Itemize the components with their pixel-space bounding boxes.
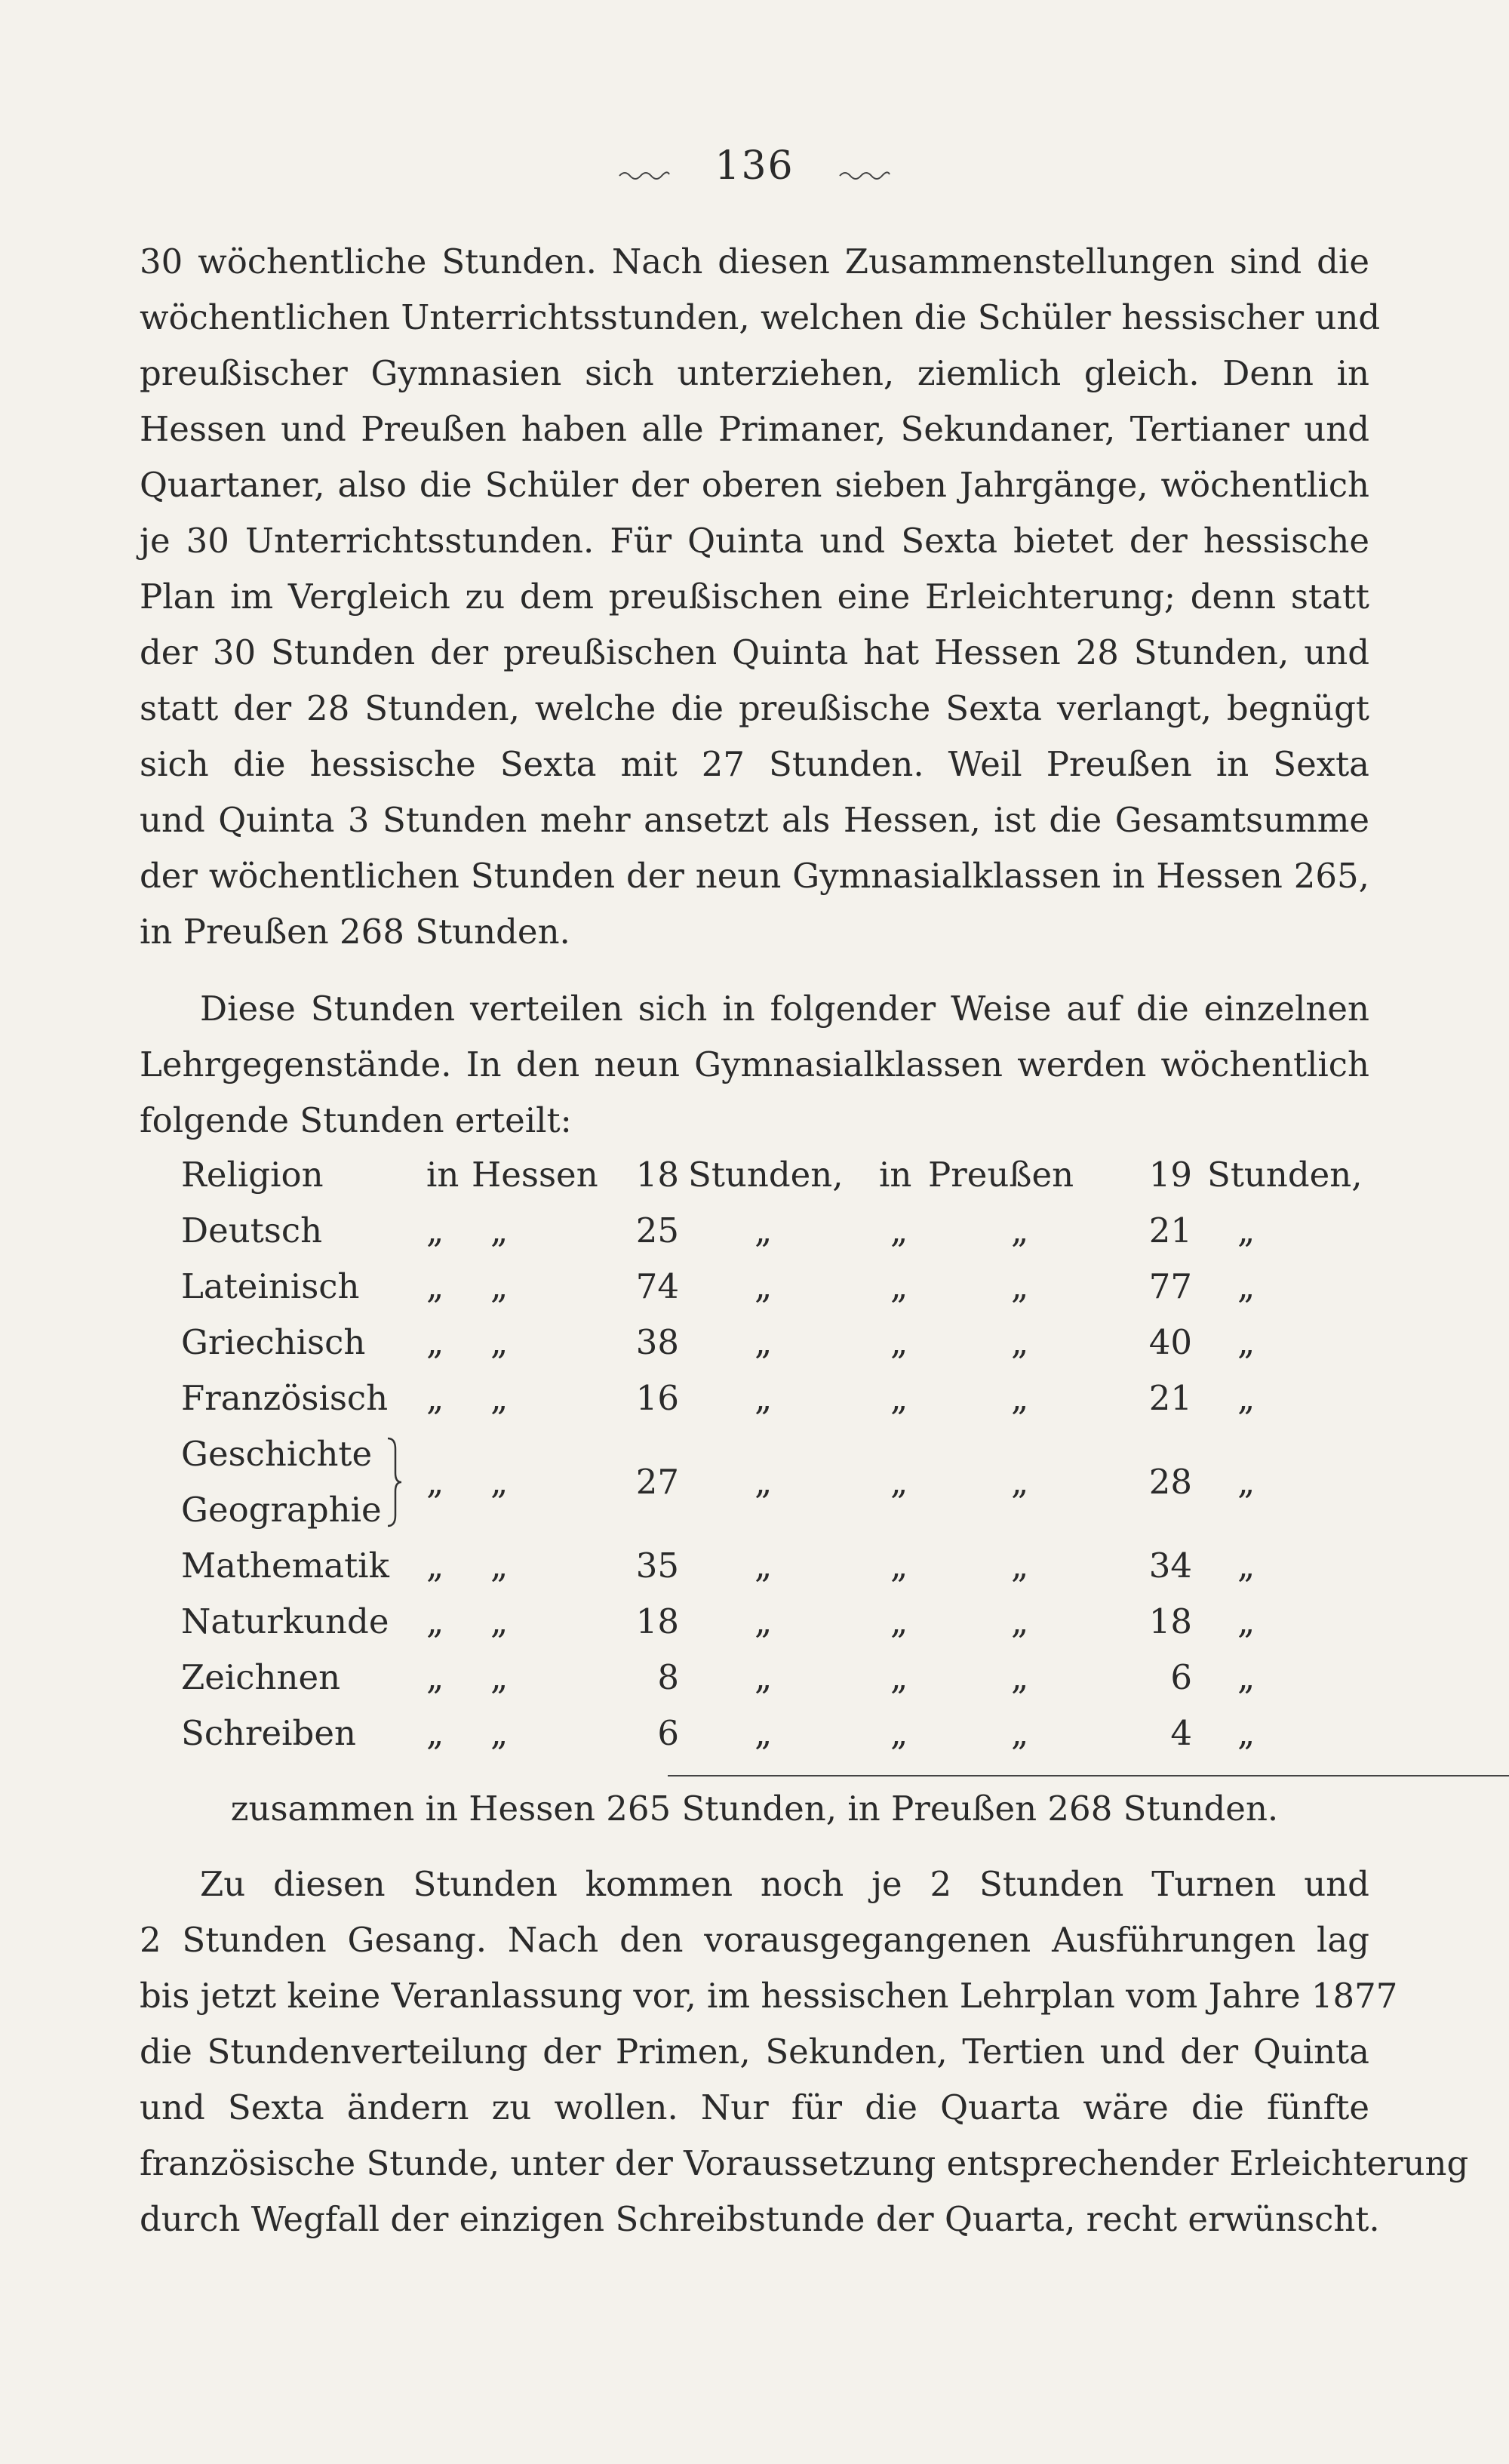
table-row [181, 1315, 1373, 1370]
ditto-mark: „ [754, 1657, 773, 1697]
hours-table [181, 1147, 1373, 1761]
hours-preussen: 28 [1148, 1462, 1192, 1502]
header-ornament-right [838, 146, 891, 192]
ditto-mark: „ [490, 1462, 509, 1502]
text-line: in Preußen 268 Stunden. [140, 912, 570, 952]
ditto-mark: „ [1237, 1601, 1255, 1641]
ditto-mark: „ [490, 1378, 509, 1418]
hours-hessen: 38 [635, 1322, 679, 1362]
text-line: und Sexta ändern zu wollen. Nur für die Quarta wäre die fünfte [140, 2087, 1369, 2127]
hours-hessen: 18 [635, 1155, 679, 1195]
ditto-mark: „ [890, 1322, 908, 1362]
table-row [181, 1147, 1373, 1203]
text-line: Diese Stunden verteilen sich in folgender Weise auf die einzelnen [200, 989, 1369, 1029]
in-word: in [879, 1155, 912, 1195]
table-row [181, 1259, 1373, 1315]
ditto-mark: „ [890, 1601, 908, 1641]
ditto-mark: „ [890, 1546, 908, 1586]
ditto-mark: „ [754, 1462, 773, 1502]
total-line: zusammen in Hessen 265 Stunden, in Preußen 268 Stunden. [230, 1789, 1279, 1829]
ditto-mark: „ [490, 1210, 509, 1250]
subject-label: Religion [181, 1155, 324, 1195]
hours-preussen: 77 [1148, 1266, 1192, 1306]
ditto-mark: „ [1011, 1713, 1029, 1753]
ditto-mark: „ [1011, 1601, 1029, 1641]
text-line: durch Wegfall der einzigen Schreibstunde der Quarta, recht erwünscht. [140, 2199, 1380, 2239]
ditto-mark: „ [754, 1322, 773, 1362]
ditto-mark: „ [754, 1601, 773, 1641]
table-row [181, 1203, 1373, 1259]
subject-label: Griechisch [181, 1322, 366, 1362]
sum-rule [668, 1775, 1509, 1776]
ditto-mark: „ [890, 1378, 908, 1418]
ditto-mark: „ [426, 1378, 444, 1418]
ditto-mark: „ [1237, 1657, 1255, 1697]
paragraph-3 [140, 1856, 1469, 2247]
hours-hessen: 18 [635, 1601, 679, 1641]
hours-preussen: 4 [1170, 1713, 1192, 1753]
subject-label: Deutsch [181, 1210, 323, 1250]
hours-hessen: 25 [635, 1210, 679, 1250]
ditto-mark: „ [1011, 1462, 1029, 1502]
text-line: sich die hessische Sexta mit 27 Stunden. Weil Preußen in Sexta [140, 744, 1369, 784]
hours-hessen: 74 [635, 1266, 679, 1306]
subject-label: Naturkunde [181, 1601, 389, 1641]
ditto-mark: „ [890, 1657, 908, 1697]
ditto-mark: „ [490, 1266, 509, 1306]
ditto-mark: „ [490, 1601, 509, 1641]
ditto-mark: „ [426, 1266, 444, 1306]
text-line: 2 Stunden Gesang. Nach den vorausgegangenen Ausführungen lag [140, 1920, 1369, 1960]
hours-hessen: 35 [635, 1546, 679, 1586]
unit-word: Stunden, [1207, 1155, 1363, 1195]
ditto-mark: „ [426, 1657, 444, 1697]
ditto-mark: „ [426, 1322, 444, 1362]
ditto-mark: „ [1237, 1322, 1255, 1362]
paragraph-1 [140, 234, 1381, 960]
ditto-mark: „ [754, 1266, 773, 1306]
hours-preussen: 34 [1148, 1546, 1192, 1586]
ditto-mark: „ [1237, 1266, 1255, 1306]
text-line: Plan im Vergleich zu dem preußischen eine Erleichterung; denn statt [140, 577, 1369, 617]
ditto-mark: „ [1011, 1657, 1029, 1697]
text-line: preußischer Gymnasien sich unterziehen, ziemlich gleich. Denn in [140, 353, 1369, 393]
hours-hessen: 27 [635, 1462, 679, 1502]
ditto-mark: „ [490, 1322, 509, 1362]
ditto-mark: „ [1237, 1378, 1255, 1418]
subject-label: Lateinisch [181, 1266, 360, 1306]
ditto-mark: „ [426, 1462, 444, 1502]
ditto-mark: „ [1011, 1322, 1029, 1362]
land-label-hessen: Hessen [472, 1155, 598, 1195]
hours-preussen: 19 [1148, 1155, 1192, 1195]
ditto-mark: „ [1011, 1266, 1029, 1306]
text-line: Lehrgegenstände. In den neun Gymnasialklassen werden wöchentlich [140, 1044, 1369, 1084]
table-row [181, 1594, 1373, 1650]
unit-word: Stunden, [688, 1155, 844, 1195]
ditto-mark: „ [1237, 1210, 1255, 1250]
subject-label: Zeichnen [181, 1657, 341, 1697]
hours-preussen: 21 [1148, 1210, 1192, 1250]
hours-preussen: 21 [1148, 1378, 1192, 1418]
hours-hessen: 16 [635, 1378, 679, 1418]
text-line: die Stundenverteilung der Primen, Sekunden, Tertien und der Quinta [140, 2032, 1369, 2072]
subject-label: Geschichte [181, 1434, 373, 1474]
text-line: folgende Stunden erteilt: [140, 1100, 572, 1140]
ditto-mark: „ [490, 1546, 509, 1586]
text-line: der 30 Stunden der preußischen Quinta hat Hessen 28 Stunden, und [140, 632, 1369, 672]
ditto-mark: „ [754, 1210, 773, 1250]
land-label-preussen: Preußen [928, 1155, 1074, 1195]
text-line: wöchentlichen Unterrichtsstunden, welchen die Schüler hessischer und [140, 297, 1381, 337]
ditto-mark: „ [1237, 1546, 1255, 1586]
text-line: je 30 Unterrichtsstunden. Für Quinta und Sexta bietet der hessische [140, 521, 1369, 561]
text-line: Zu diesen Stunden kommen noch je 2 Stunden Turnen und [200, 1864, 1369, 1904]
ditto-mark: „ [1011, 1210, 1029, 1250]
text-line: und Quinta 3 Stunden mehr ansetzt als Hessen, ist die Gesamtsumme [140, 800, 1369, 840]
ditto-mark: „ [890, 1713, 908, 1753]
text-line: Hessen und Preußen haben alle Primaner, Sekundaner, Tertianer und [140, 409, 1369, 449]
ditto-mark: „ [490, 1657, 509, 1697]
in-word: in [426, 1155, 459, 1195]
text-line: 30 wöchentliche Stunden. Nach diesen Zusammenstellungen sind die [140, 241, 1369, 281]
subject-label: Schreiben [181, 1713, 356, 1753]
ditto-mark: „ [890, 1462, 908, 1502]
page-header [0, 143, 1509, 192]
page-number: 136 [715, 143, 794, 189]
hours-hessen: 8 [657, 1657, 679, 1697]
ditto-mark: „ [754, 1546, 773, 1586]
ditto-mark: „ [1011, 1378, 1029, 1418]
header-ornament-left [618, 146, 671, 192]
ditto-mark: „ [426, 1601, 444, 1641]
table-row [181, 1538, 1373, 1594]
hours-preussen: 18 [1148, 1601, 1192, 1641]
text-line: der wöchentlichen Stunden der neun Gymnasialklassen in Hessen 265, [140, 856, 1369, 896]
ditto-mark: „ [1237, 1462, 1255, 1502]
paragraph-2 [140, 981, 1369, 1149]
brace-icon [385, 1435, 407, 1529]
hours-preussen: 6 [1170, 1657, 1192, 1697]
table-row [181, 1426, 1373, 1538]
text-line: bis jetzt keine Veranlassung vor, im hessischen Lehrplan vom Jahre 1877 [140, 1976, 1398, 2016]
text-line: französische Stunde, unter der Voraussetzung entsprechender Erleichterung [140, 2143, 1469, 2183]
subject-label: Französisch [181, 1378, 389, 1418]
hours-preussen: 40 [1148, 1322, 1192, 1362]
table-row [181, 1706, 1373, 1761]
hours-hessen: 6 [657, 1713, 679, 1753]
ditto-mark: „ [1011, 1546, 1029, 1586]
ditto-mark: „ [754, 1713, 773, 1753]
table-row [181, 1370, 1373, 1426]
text-line: statt der 28 Stunden, welche die preußische Sexta verlangt, begnügt [140, 688, 1369, 728]
ditto-mark: „ [754, 1378, 773, 1418]
text-line: Quartaner, also die Schüler der oberen sieben Jahrgänge, wöchentlich [140, 465, 1369, 505]
ditto-mark: „ [426, 1546, 444, 1586]
subject-label: Mathematik [181, 1546, 389, 1586]
ditto-mark: „ [426, 1210, 444, 1250]
ditto-mark: „ [1237, 1713, 1255, 1753]
ditto-mark: „ [890, 1210, 908, 1250]
ditto-mark: „ [890, 1266, 908, 1306]
table-row [181, 1650, 1373, 1706]
subject-label: Geographie [181, 1490, 382, 1530]
ditto-mark: „ [490, 1713, 509, 1753]
ditto-mark: „ [426, 1713, 444, 1753]
